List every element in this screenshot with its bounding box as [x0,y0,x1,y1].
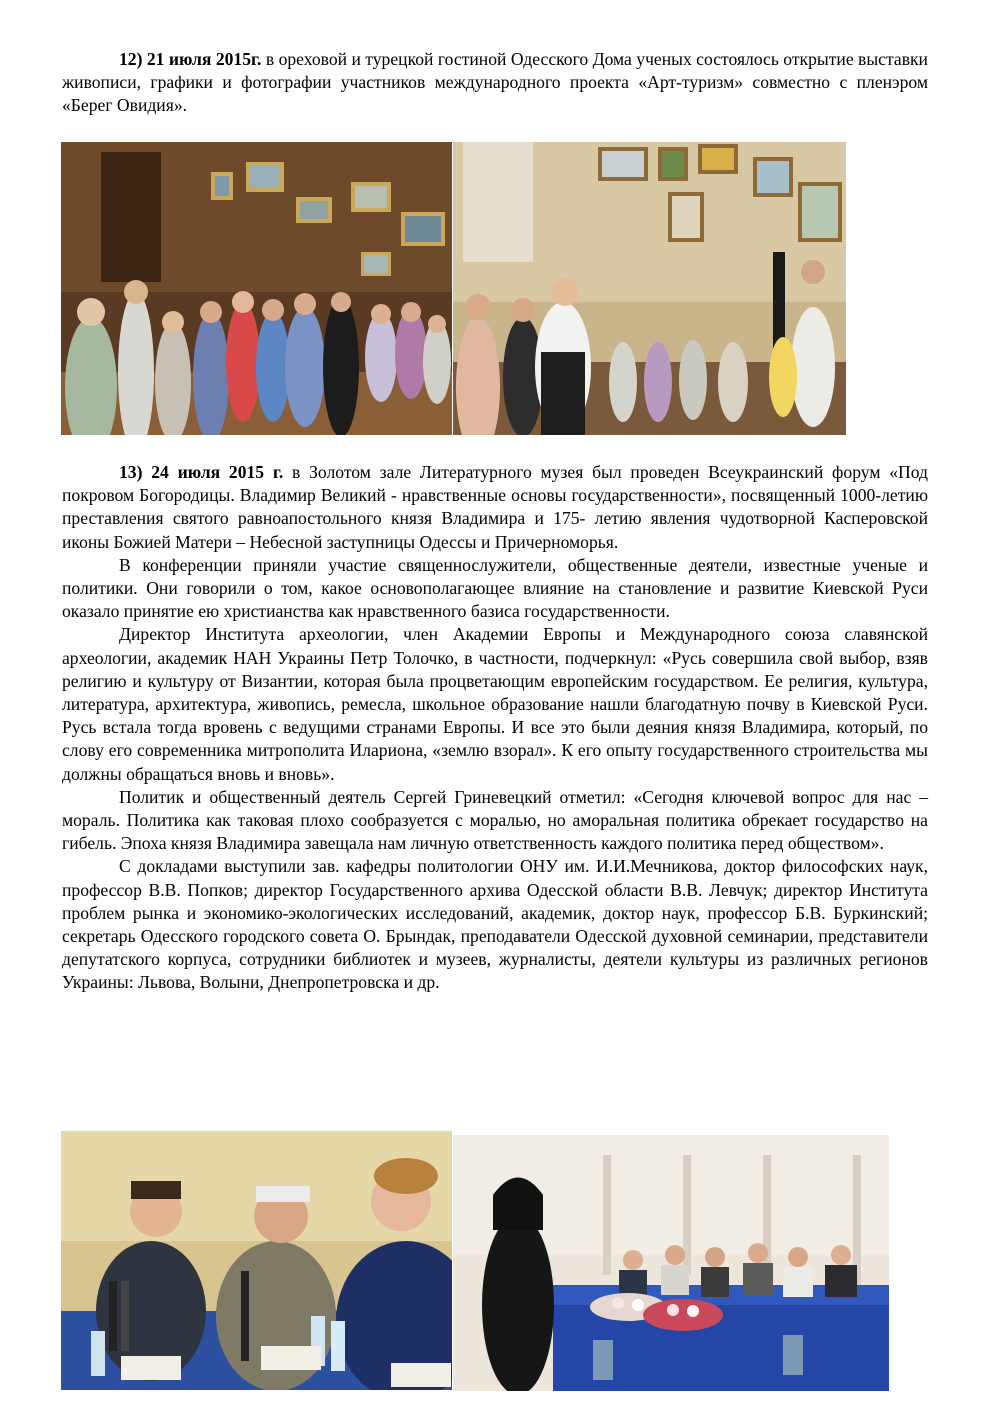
photo-exhibition-audience [61,142,452,435]
section-13 [62,461,928,995]
section-13-paragraph-4: Политик и общественный деятель Сергей Гриневецкий отметил: «Сегодня ключевой вопрос для нас – мораль. Политика как таковая плохо сообразуется с моралью, но аморальная политика обрекает государство на гибель. Эпоха князя Владимира завещала нам личную ответственность каждого политика перед обществом». [62,786,928,854]
section-13-lead: 13) 24 июля 2015 г. [119,462,284,482]
section-13-paragraph-2: В конференции приняли участие священнослужители, общественные деятели, известные ученые и политики. Они говорили о том, какое основополагающее влияние на становление и развитие Киевской Руси оказало принятие ею христианства как нравственного базиса государственности. [62,554,928,622]
section-13-paragraph-3: Директор Института археологии, член Академии Европы и Международного союза славянской археологии, академик НАН Украины Петр Толочко, в частности, подчеркнул: «Русь совершила свой выбор, взяв религию и культуру от Византии, которая была процветающим европейским государством. Ее религия, культура, литература, архитектура, живопись, ремесла, школьное образование нашли благодатную почву в Киевской Руси. Русь встала тогда вровень с ведущими странами Европы. И все это были деяния князя Владимира, который, по слову его современника митрополита Илариона, «землю взорал». К его опыту государственного строительства мы должны обращаться вновь и вновь». [62,624,928,784]
photo-forum-panel [61,1131,452,1390]
photo-speaker-gallery [453,142,846,435]
section-12-lead: 12) 21 июля 2015г. [119,49,262,69]
section-13-paragraph-1 [62,461,928,554]
section-13-text-1: в Золотом зале Литературного музея был проведен Всеукраинский форум «Под покровом Богородицы. Владимир Великий - нравственные основы государственности», посвященный 1000-летию преставления святого равноапостольного князя Владимира и 175- летию явления чудотворной Касперовской иконы Божией Матери – Небесной заступницы Одессы и Причерноморья. [62,462,928,552]
section-12 [62,48,928,118]
section-13-paragraph-5: С докладами выступили зав. кафедры политологии ОНУ им. И.И.Мечникова, доктор философских наук, профессор В.В. Попков; директор Государственного архива Одесской области В.В. Левчук; директор Института проблем рынка и экономико-экологических исследований, академик, доктор наук, профессор Б.В. Буркинский; секретарь Одесского городского совета О. Брындак, преподаватели Одесской духовной семинарии, представители депутатского корпуса, сотрудники библиотек и музеев, журналисты, деятели культуры из различных регионов Украины: Львова, Волыни, Днепропетровска и др. [62,856,928,993]
section-12-text: в ореховой и турецкой гостиной Одесского Дома ученых состоялось открытие выставки живописи, графики и фотографии участников международного проекта «Арт-туризм» совместно с пленэром «Берег Овидия». [62,49,928,116]
section-12-paragraph [62,48,928,118]
photo-forum-hall [453,1135,889,1391]
